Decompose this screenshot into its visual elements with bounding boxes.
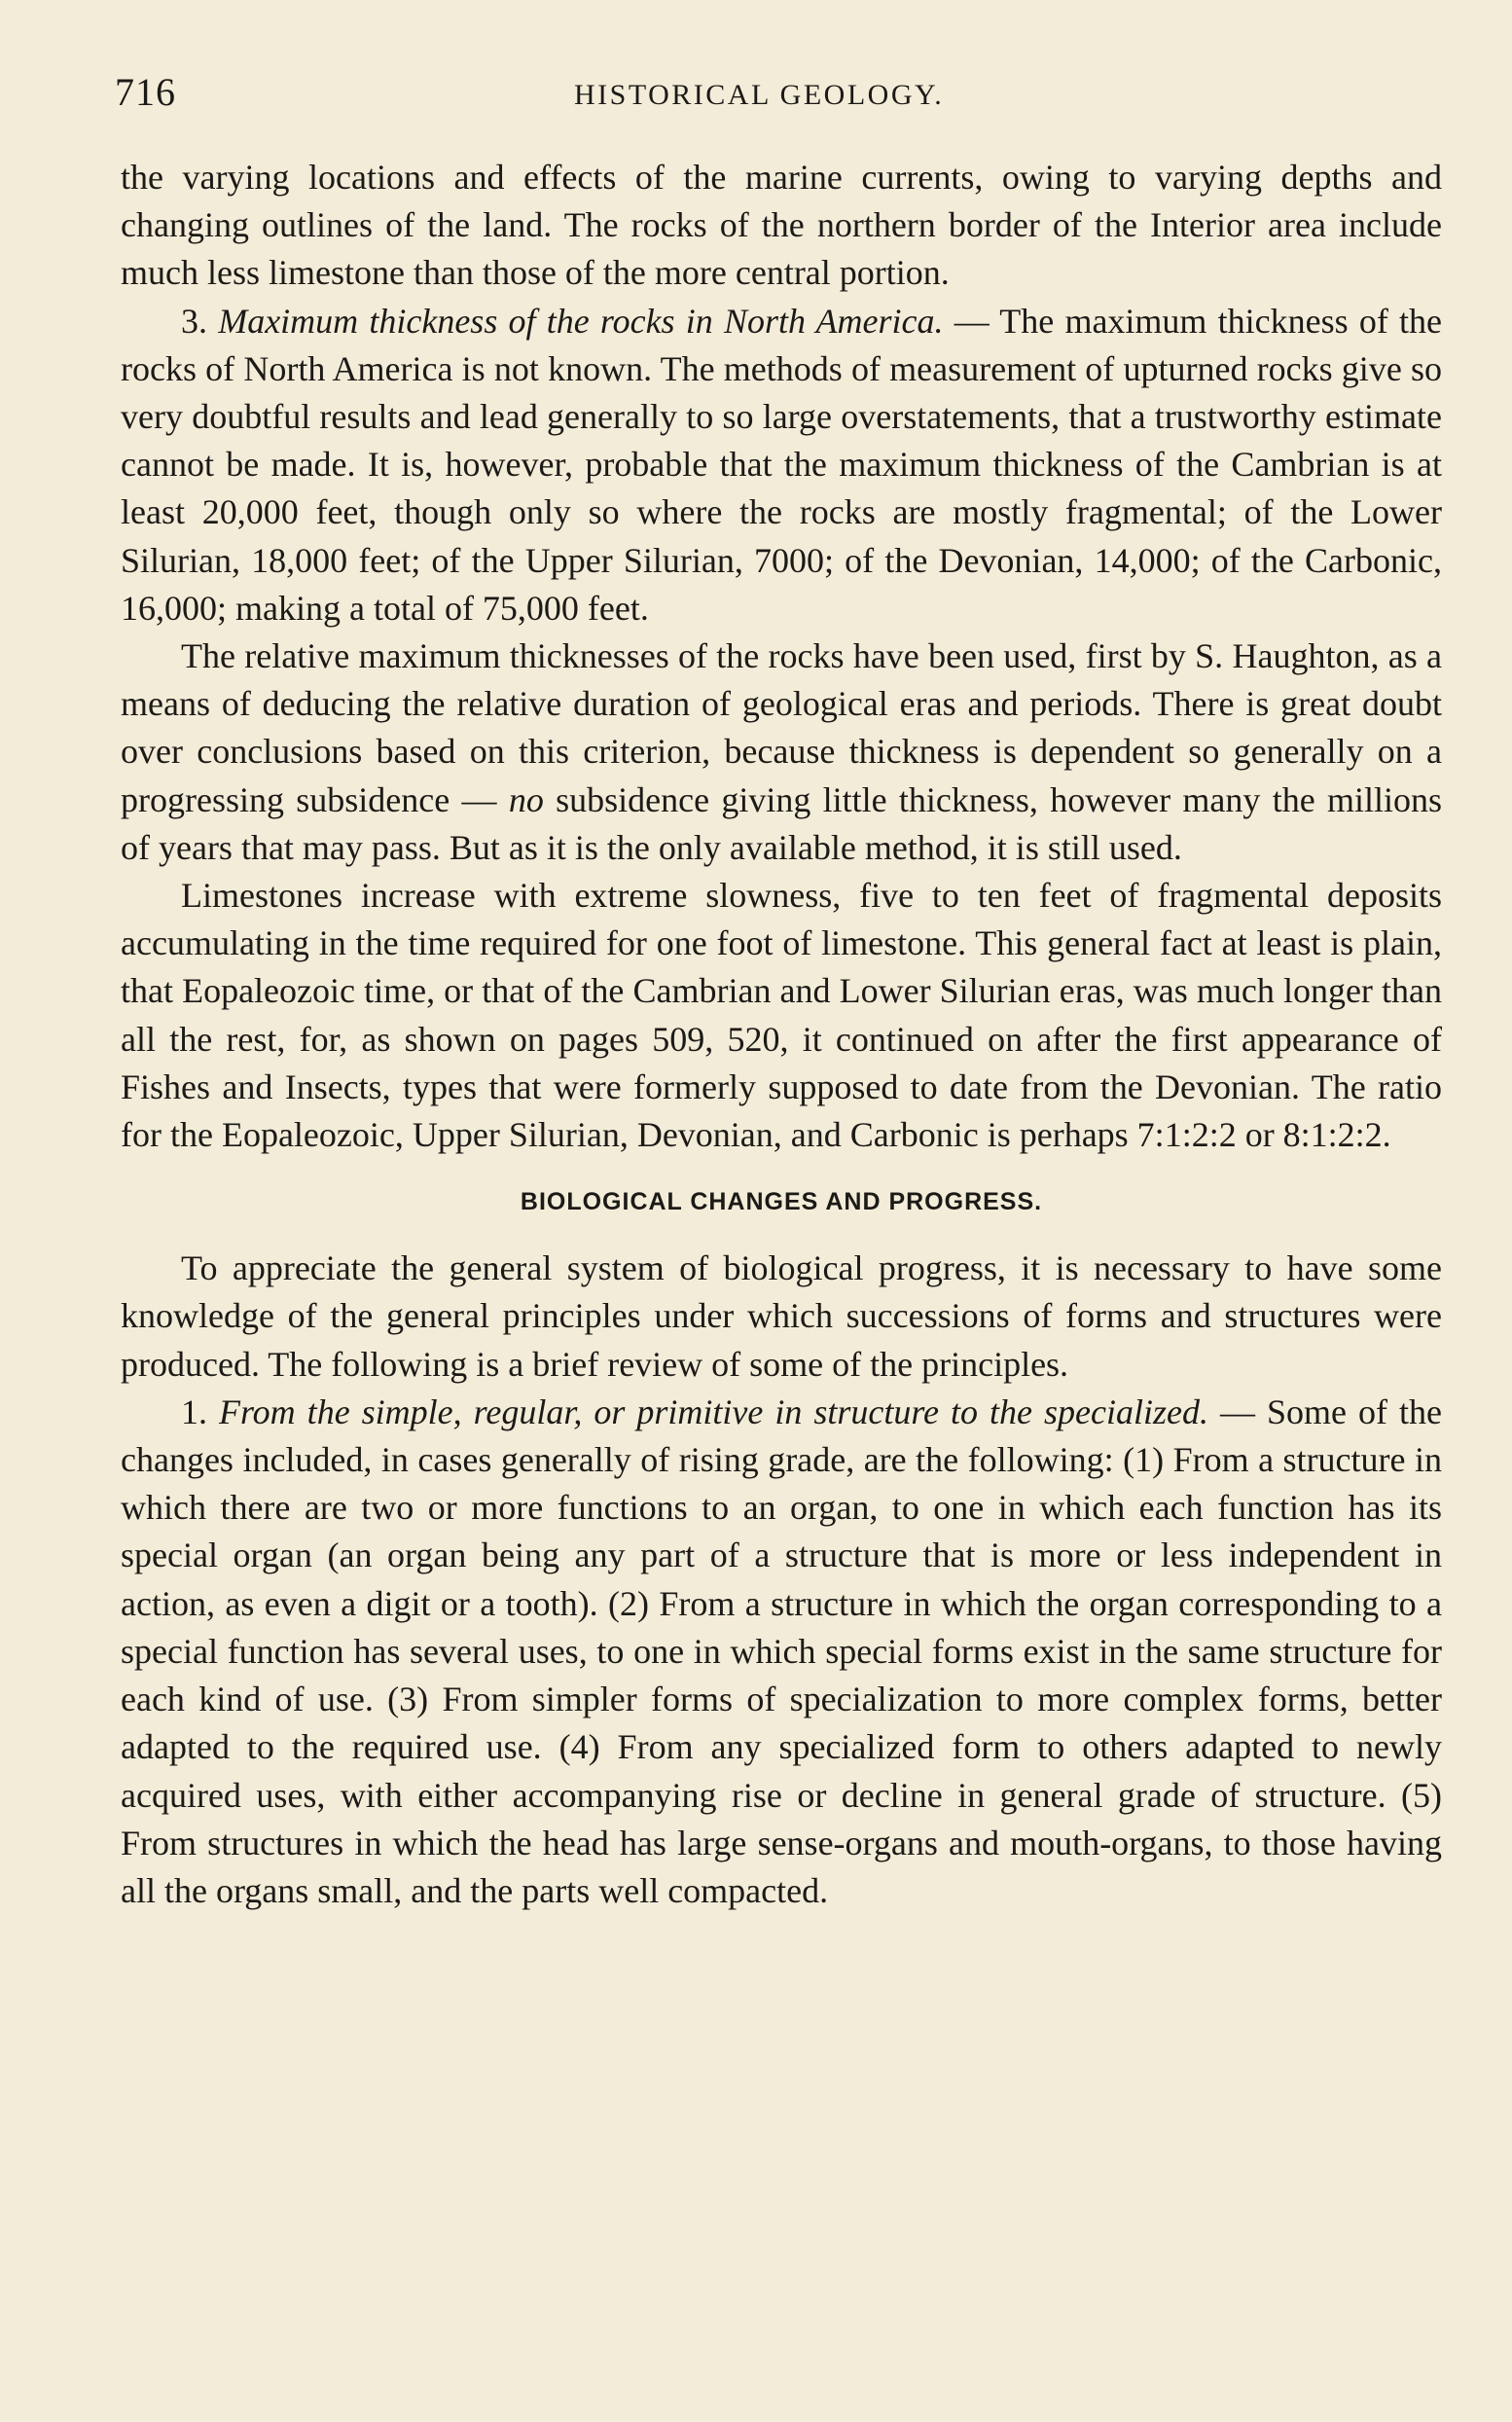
page-number: 716 xyxy=(115,70,176,114)
paragraph-text: subsidence giving little thickness, however many the millions of years that may pass. But as it is the only available method, it is still used. xyxy=(121,779,1442,867)
section-heading: BIOLOGICAL CHANGES AND PROGRESS. xyxy=(520,1188,1043,1216)
section-number: 1. xyxy=(181,1392,207,1431)
paragraph-continued xyxy=(121,154,1442,298)
paragraph-relative-thickness xyxy=(121,633,1442,872)
paragraph-maximum-thickness xyxy=(121,298,1442,633)
paragraph-text: the varying locations and effects of the marine currents, owing to varying depths and changing outlines of the land. The rocks of the northern border of the Interior area include much less limestone than those of the more central portion. xyxy=(121,158,1442,293)
paragraph-text: To appreciate the general system of biological progress, it is necessary to have some knowledge of the general principles under which successions of forms and structures were produced. The following is a brief review of some of the principles. xyxy=(121,1248,1442,1384)
page-body xyxy=(121,154,1442,1915)
subsection-title: Maximum thickness of the rocks in North America. xyxy=(218,301,944,341)
paragraph-limestones xyxy=(121,872,1442,1159)
paragraph-simple-to-specialized xyxy=(121,1389,1442,1915)
subsection-title: From the simple, regular, or primitive in structure to the specialized. xyxy=(219,1392,1208,1431)
running-head: HISTORICAL GEOLOGY. xyxy=(574,79,945,111)
paragraph-text: Limestones increase with extreme slowness, five to ten feet of fragmental deposits accumulating in the time required for one foot of limestone. This general fact at least is plain, that Eopaleozoic time, or that of the Cambrian and Lower Silurian eras, was much longer than all the rest, for, as shown on pages 509, 520, it continued on after the first appearance of Fishes and Insects, types that were formerly supposed to date from the Devonian. The ratio for the Eopaleozoic, Upper Silurian, Devonian, and Carbonic is perhaps 7:1:2:2 or 8:1:2:2. xyxy=(121,876,1442,1155)
paragraph-text: — The maximum thickness of the rocks of North America is not known. The methods of measurement of upturned rocks give so very doubtful results and lead generally to so large overstatements, that a trustworthy estimate cannot be made. It is, however, probable that the maximum thickness of the Cambrian is at least 20,000 feet, though only so where the rocks are mostly fragmental; of the Lower Silurian, 18,000 feet; of the Upper Silurian, 7000; of the Devonian, 14,000; of the Carbonic, 16,000; making a total of 75,000 feet. xyxy=(121,301,1442,628)
emphasis-text: no xyxy=(508,779,544,819)
paragraph-biological-intro xyxy=(121,1245,1442,1389)
paragraph-text: The relative maximum thicknesses of the rocks have been used, first by S. Haughton, as a means of deducing the relative duration of geological eras and periods. There is great doubt over conclusions based on this criterion, because thickness is dependent so generally on a progressing subsidence — xyxy=(121,636,1442,819)
paragraph-text: — Some of the changes included, in cases generally of rising grade, are the following: (1) From a structure in which there are two or more functions to an organ, to one in which each function has its special organ (an organ being any part of a structure that is more or less independent in action, as even a digit or a tooth). (2) From a structure in which the organ corresponding to a special function has several uses, to one in which special forms exist in the same structure for each kind of use. (3) From simpler forms of specialization to more complex forms, better adapted to the required use. (4) From any specialized form to others adapted to newly acquired uses, with either accompanying rise or decline in general grade of structure. (5) From structures in which the head has large sense-organs and mouth-organs, to those having all the organs small, and the parts well compacted. xyxy=(121,1392,1443,1910)
section-number: 3. xyxy=(181,301,207,341)
page-header xyxy=(0,68,1512,127)
